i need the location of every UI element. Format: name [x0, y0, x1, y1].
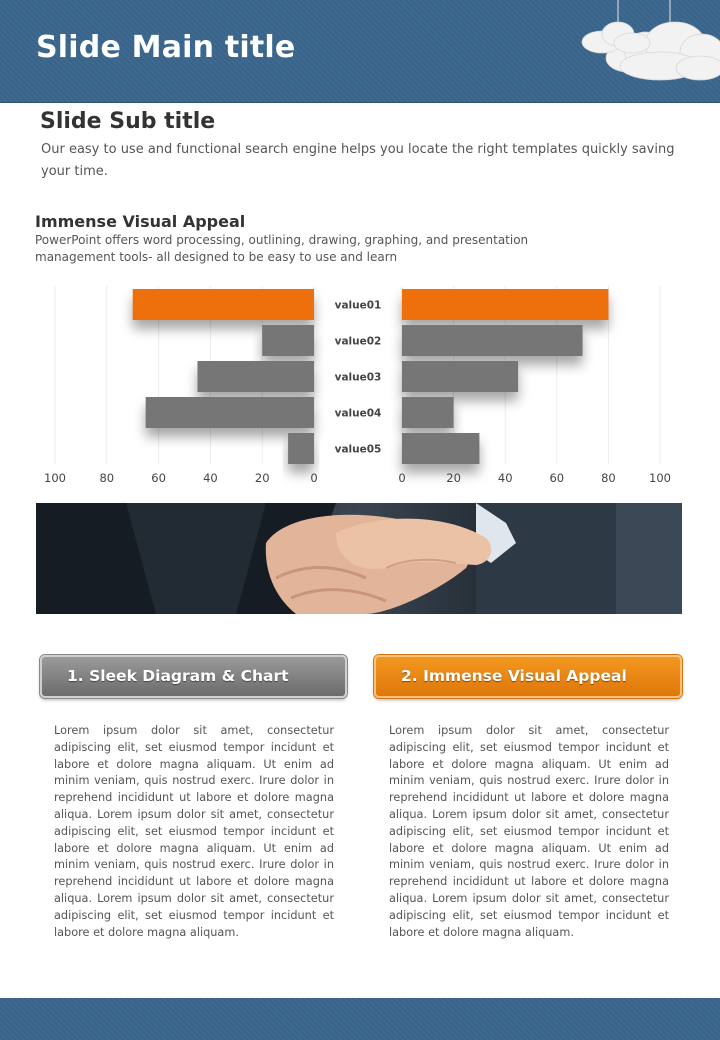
tick-label-right: 100 — [649, 471, 671, 485]
category-label: value02 — [334, 335, 382, 348]
cloud-icon — [580, 0, 720, 103]
bar-left-value01 — [133, 289, 314, 320]
bar-right-value03 — [402, 361, 518, 392]
tick-label-left: 40 — [203, 471, 218, 485]
tick-label-left: 0 — [310, 471, 318, 485]
body-text-right: Lorem ipsum dolor sit amet, consectetur adipiscing elit, set eiusmod tempor incidunt et labore et dolore magna aliquam. Ut enim ad minim veniam, quis nostrud exerc. Irure dolor in reprehend incididunt ut labore et dolore magna aliqua. Lorem ipsum dolor sit amet, consectetur adipiscing elit, set eiusmod tempor incidunt et labore et dolore magna aliquam. Ut enim ad minim veniam, quis nostrud exerc. Irure dolor in reprehend incididunt ut labore et dolore magna aliqua. Lorem ipsum dolor sit amet, consectetur adipiscing elit, set eiusmod tempor incidunt et labore et dolore magna aliquam. — [389, 724, 669, 939]
header-banner — [0, 0, 720, 103]
tick-label-right: 20 — [446, 471, 461, 485]
category-label: value05 — [334, 443, 382, 456]
category-label: value04 — [334, 407, 382, 420]
body-text-left: Lorem ipsum dolor sit amet, consectetur adipiscing elit, set eiusmod tempor incidunt et labore et dolore magna aliquam. Ut enim ad minim veniam, quis nostrud exerc. Irure dolor in reprehend incididunt ut labore et dolore magna aliqua. Lorem ipsum dolor sit amet, consectetur adipiscing elit, set eiusmod tempor incidunt et labore et dolore magna aliquam. Ut enim ad minim veniam, quis nostrud exerc. Irure dolor in reprehend incididunt ut labore et dolore magna aliqua. Lorem ipsum dolor sit amet, consectetur adipiscing elit, set eiusmod tempor incidunt et labore et dolore magna aliquam. — [54, 724, 334, 939]
tag-sleek-diagram: 1. Sleek Diagram & Chart — [40, 655, 347, 698]
tick-label-right: 40 — [497, 471, 513, 485]
bar-right-value04 — [402, 397, 454, 428]
handshake-photo — [36, 503, 682, 614]
bar-left-value03 — [197, 361, 314, 392]
bar-left-value04 — [146, 397, 314, 428]
bar-left-value05 — [288, 433, 314, 464]
category-label: value03 — [334, 371, 382, 384]
tick-label-left: 60 — [151, 471, 166, 485]
main-title: Slide Main title — [36, 30, 296, 65]
bar-right-value01 — [402, 289, 608, 320]
category-label: value01 — [334, 299, 382, 312]
butterfly-bar-chart — [30, 284, 690, 494]
tick-label-left: 100 — [44, 471, 66, 485]
tag-immense-visual: 2. Immense Visual Appeal — [374, 655, 682, 698]
bar-left-value02 — [262, 325, 314, 356]
footer-banner — [0, 998, 720, 1040]
section-title: Immense Visual Appeal — [35, 212, 246, 231]
bar-right-value05 — [402, 433, 479, 464]
section-description: PowerPoint offers word processing, outlining, drawing, graphing, and presentation management tools- all designed to be easy to use and learn — [35, 233, 529, 264]
tick-label-right: 60 — [549, 471, 565, 485]
tick-label-right: 0 — [398, 471, 406, 485]
tick-label-left: 20 — [254, 471, 270, 485]
tick-label-right: 80 — [601, 471, 616, 485]
subtitle-description: Our easy to use and functional search engine helps you locate the right templates quickly saving your time. — [41, 142, 675, 179]
tick-label-left: 80 — [99, 471, 115, 485]
slide-subtitle: Slide Sub title — [40, 109, 216, 134]
bar-right-value02 — [402, 325, 583, 356]
